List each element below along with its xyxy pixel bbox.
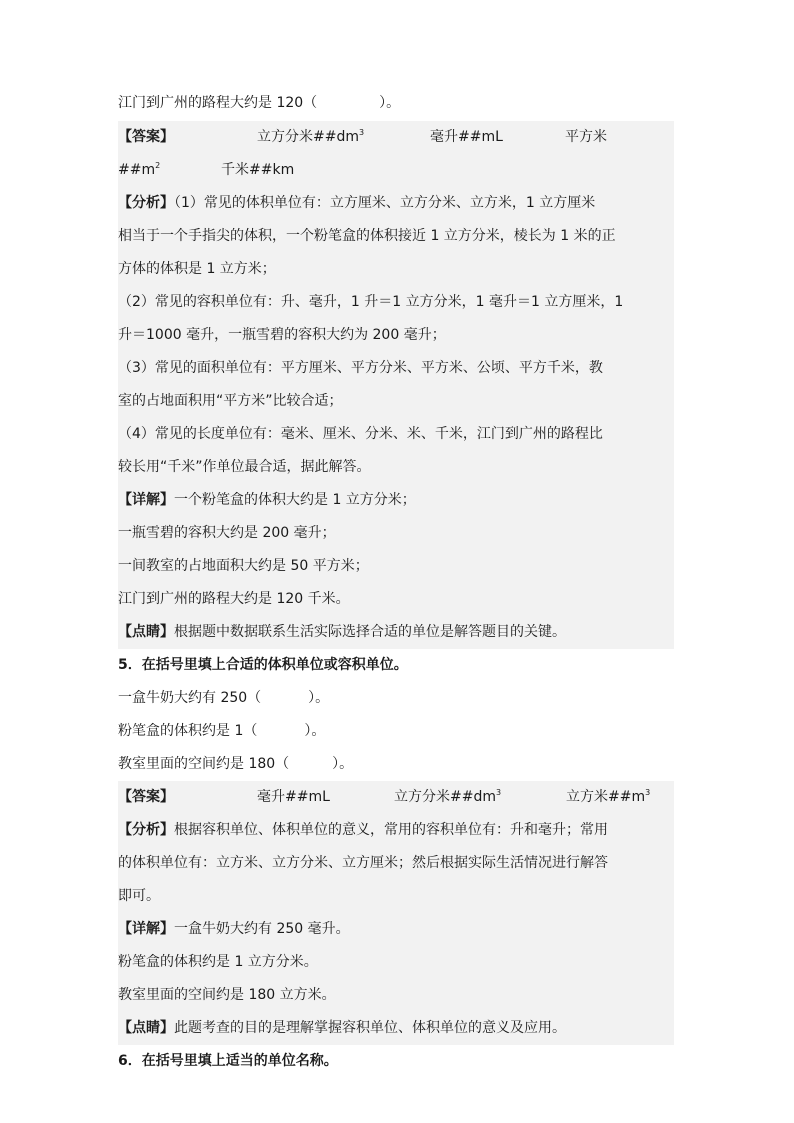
question-5-blank-line [118, 748, 674, 781]
key-point-text: 根据题中数据联系生活实际选择合适的单位是解答题目的关键。 [174, 624, 566, 640]
analysis-tag: 【分析】 [118, 195, 174, 211]
analysis-line [118, 187, 674, 220]
key-point-text: 此题考查的目的是理解掌握容积单位、体积单位的意义及应用。 [174, 1020, 566, 1036]
blank-line-suffix: ）。 [308, 690, 330, 706]
analysis-text: 根据容积单位、体积单位的意义，常用的容积单位有：升和毫升；常用 [174, 822, 608, 838]
answer-item: 立方分米$\#\#dm^3$ [257, 128, 365, 145]
answer-line-q4 [118, 121, 674, 154]
analysis-tag: 【分析】 [118, 822, 174, 838]
answer-item: 毫升##mL [257, 789, 330, 805]
detail-line: 江门到广州的路程大约是 120 千米。 [118, 583, 674, 616]
question-5-title: 5．在括号里填上合适的体积单位或容积单位。 [118, 657, 408, 673]
answer-item: 平方米 [565, 129, 607, 145]
analysis-line: 的体积单位有：立方米、立方分米、立方厘米；然后根据实际生活情况进行解答 [118, 847, 674, 880]
question-4-blank-line [118, 87, 674, 120]
analysis-text: （1）常见的体积单位有：立方厘米、立方分米、立方米，1 立方厘米 [174, 195, 596, 211]
answer-item: 立方米$\#\#m^3$ [566, 788, 651, 805]
question-6-title: 6．在括号里填上适当的单位名称。 [118, 1053, 338, 1069]
detail-tag: 【详解】 [118, 921, 174, 937]
detail-line: 粉笔盒的体积约是 1 立方分米。 [118, 946, 674, 979]
question-5-blank-line [118, 715, 674, 748]
answer-item: $\#\#m^2$ [118, 161, 161, 178]
question-5-blank-line [118, 682, 674, 715]
analysis-line: 相当于一个手指尖的体积，一个粉笔盒的体积接近 1 立方分米，棱长为 1 米的正 [118, 220, 674, 253]
detail-line: 教室里面的空间约是 180 立方米。 [118, 979, 674, 1012]
detail-line: 一瓶雪碧的容积大约是 200 毫升； [118, 517, 674, 550]
detail-line [118, 913, 674, 946]
detail-text: 一盒牛奶大约有 250 毫升。 [174, 921, 350, 937]
detail-text: 一个粉笔盒的体积大约是 1 立方分米； [174, 492, 416, 508]
blank-line-prefix: 江门到广州的路程大约是 120（ [118, 95, 318, 111]
answer-item: 毫升##mL [430, 129, 503, 145]
blank-line-prefix: 粉笔盒的体积约是 1（ [118, 723, 258, 739]
detail-line: 一间教室的占地面积大约是 50 平方米； [118, 550, 674, 583]
answer-item: 千米##km [221, 162, 295, 178]
analysis-line: 较长用“千米”作单位最合适，据此解答。 [118, 451, 674, 484]
analysis-line: 升＝1000 毫升，一瓶雪碧的容积大约为 200 毫升； [118, 319, 674, 352]
key-point-tag: 【点睛】 [118, 1020, 174, 1036]
analysis-line: 方体的体积是 1 立方米； [118, 253, 674, 286]
blank-line-prefix: 教室里面的空间约是 180（ [118, 756, 290, 772]
answer-item: 立方分米$\#\#dm^3$ [394, 788, 502, 805]
blank-line-suffix: ）。 [304, 723, 326, 739]
analysis-line: （2）常见的容积单位有：升、毫升，1 升＝1 立方分米，1 毫升＝1 立方厘米，1 [118, 286, 674, 319]
detail-tag: 【详解】 [118, 492, 174, 508]
blank-line-suffix: ）。 [379, 95, 401, 111]
detail-line [118, 484, 674, 517]
analysis-line [118, 814, 674, 847]
analysis-line: （4）常见的长度单位有：毫米、厘米、分米、米、千米，江门到广州的路程比 [118, 418, 674, 451]
analysis-line: 即可。 [118, 880, 674, 913]
analysis-line: 室的占地面积用“平方米”比较合适； [118, 385, 674, 418]
answer-tag: 【答案】 [118, 789, 174, 805]
answer-tag: 【答案】 [118, 129, 174, 145]
key-point-tag: 【点睛】 [118, 624, 174, 640]
analysis-line: （3）常见的面积单位有：平方厘米、平方分米、平方米、公顷、平方千米，教 [118, 352, 674, 385]
key-point-line [118, 616, 674, 649]
blank-line-prefix: 一盒牛奶大约有 250（ [118, 690, 262, 706]
blank-line-suffix: ）。 [332, 756, 354, 772]
answer-line-q4-cont [118, 154, 674, 187]
key-point-line [118, 1012, 674, 1045]
answer-line-q5 [118, 781, 674, 814]
